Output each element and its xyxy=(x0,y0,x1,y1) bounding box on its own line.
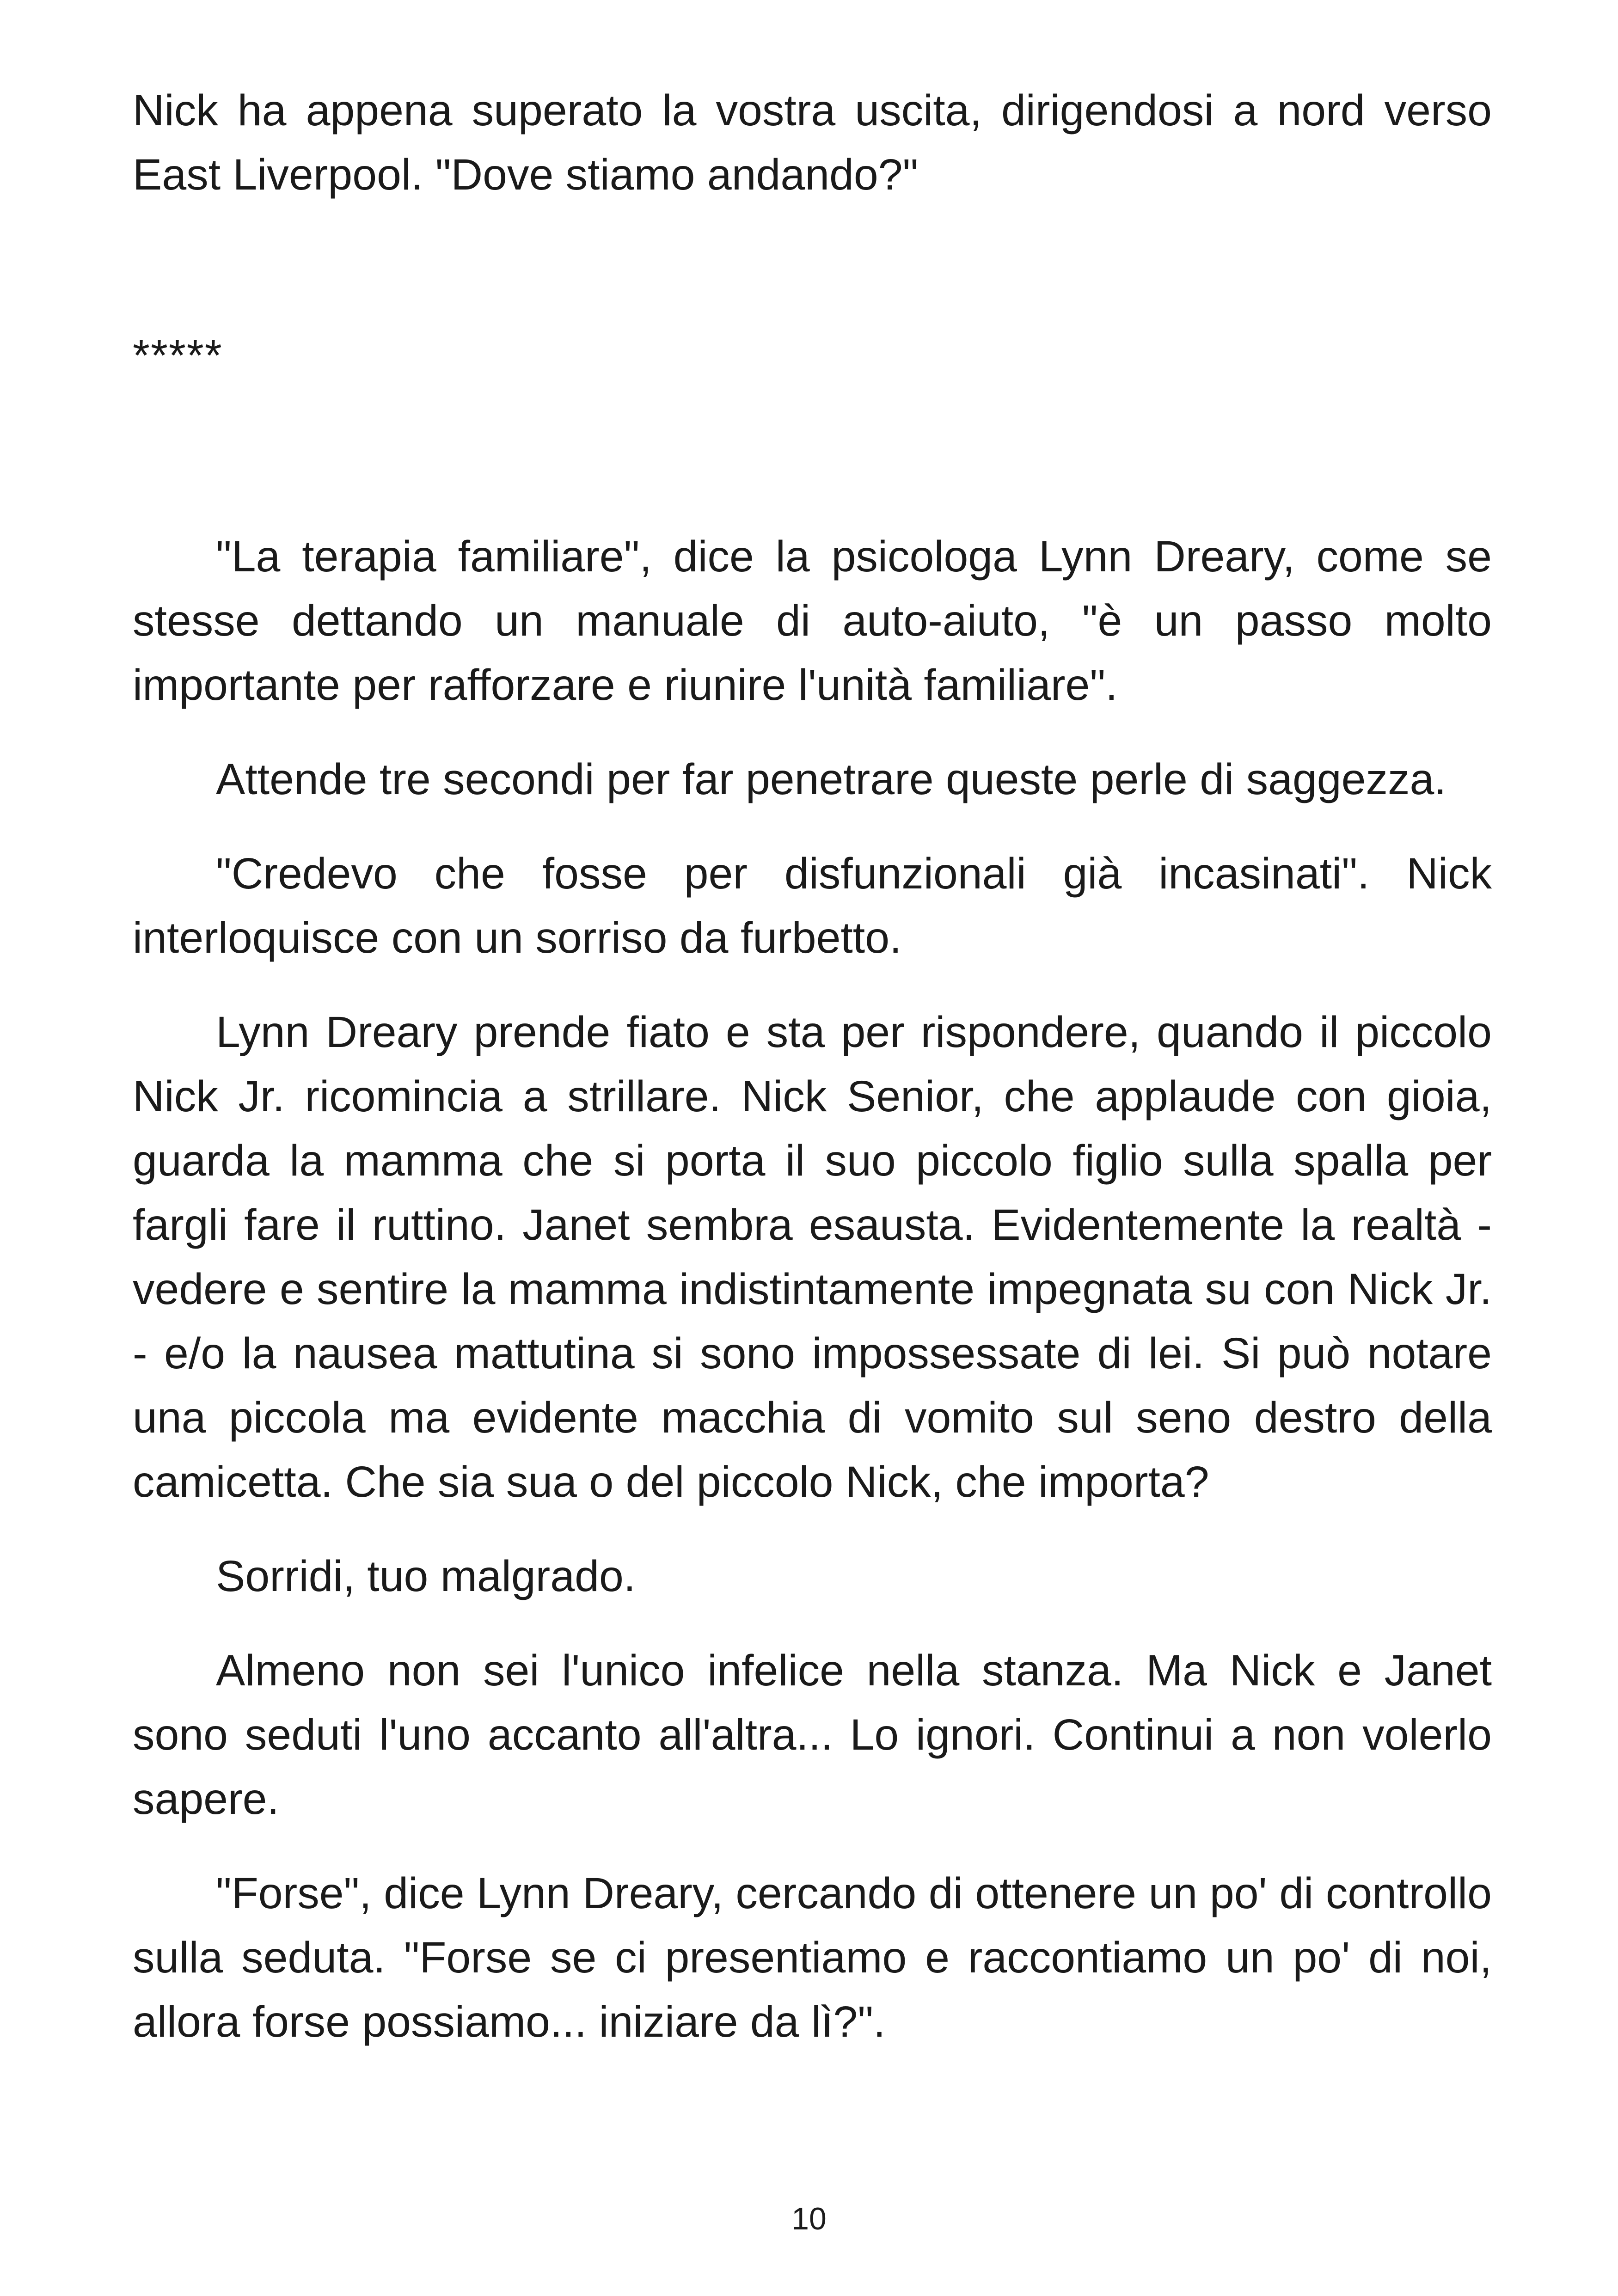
opening-paragraph: Nick ha appena superato la vostra uscita, dirigendosi a nord verso East Liverpool. "Dove stiamo andando?" xyxy=(133,86,1492,199)
paragraph: Attende tre secondi per far penetrare queste perle di saggezza. xyxy=(216,755,1446,804)
body-text xyxy=(133,525,1492,2054)
page-number: 10 xyxy=(791,2201,827,2236)
paragraph: Lynn Dreary prende fiato e sta per rispondere, quando il piccolo Nick Jr. ricomincia a strillare. Nick Senior, che applaude con gioia, guarda la mamma che si porta il suo piccolo figlio sulla spalla per fargli fare il ruttino. Janet sembra esausta. Evidentemente la realtà - vedere e sentire la mamma indistintamente impegnata su con Nick Jr. - e/o la nausea mattutina si sono impossessate di lei. Si può notare una piccola ma evidente macchia di vomito sul seno destro della camicetta. Che sia sua o del piccolo Nick, che importa? xyxy=(133,1008,1492,1506)
paragraph: Sorridi, tuo malgrado. xyxy=(216,1552,636,1601)
opening-paragraph-block xyxy=(133,79,1492,207)
section-separator: ***** xyxy=(133,331,223,380)
paragraph: "La terapia familiare", dice la psicologa Lynn Dreary, come se stesse dettando un manuale di auto-aiuto, "è un passo molto importante per rafforzare e riunire l'unità familiare". xyxy=(133,532,1492,710)
paragraph: "Credevo che fosse per disfunzionali già incasinati". Nick interloquisce con un sorriso da furbetto. xyxy=(133,849,1492,962)
paragraph: "Forse", dice Lynn Dreary, cercando di ottenere un po' di controllo sulla seduta. "Forse se ci presentiamo e raccontiamo un po' di noi, allora forse possiamo... iniziare da lì?". xyxy=(133,1869,1492,2046)
paragraph: Almeno non sei l'unico infelice nella stanza. Ma Nick e Janet sono seduti l'uno accanto all'altra... Lo ignori. Continui a non volerlo sapere. xyxy=(133,1646,1492,1824)
